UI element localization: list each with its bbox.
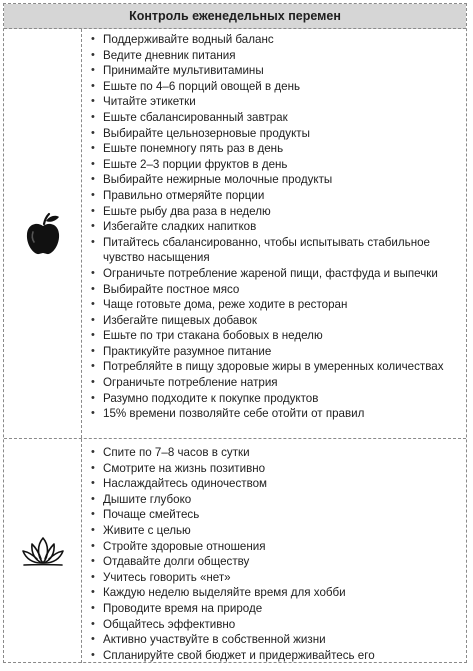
list-item: • Наслаждайтесь одиночеством bbox=[91, 476, 466, 492]
list-item: • Ведите дневник питания bbox=[91, 48, 466, 64]
list-item: • Ешьте рыбу два раза в неделю bbox=[91, 204, 466, 220]
lotus-icon bbox=[18, 534, 68, 568]
list-item: • Общайтесь эффективно bbox=[91, 617, 466, 633]
list-item: • Дышите глубоко bbox=[91, 492, 466, 508]
nutrition-icon-cell bbox=[4, 29, 82, 438]
list-item: • Каждую неделю выделяйте время для хобби bbox=[91, 585, 466, 601]
nutrition-list-cell bbox=[82, 29, 466, 438]
list-item: • Избегайте сладких напитков bbox=[91, 219, 466, 235]
list-item: • Чаще готовьте дома, реже ходите в ресторан bbox=[91, 297, 466, 313]
lifestyle-section bbox=[4, 439, 466, 663]
list-item: • Выбирайте постное мясо bbox=[91, 282, 466, 298]
list-item: • Смотрите на жизнь позитивно bbox=[91, 461, 466, 477]
list-item: • Ешьте 2–3 порции фруктов в день bbox=[91, 157, 466, 173]
list-item: • Принимайте мультивитамины bbox=[91, 63, 466, 79]
list-item: • Активно участвуйте в собственной жизни bbox=[91, 632, 466, 648]
list-item: • Питайтесь сбалансированно, чтобы испытывать стабильное чувство насыщения bbox=[91, 235, 448, 266]
list-item: • Спланируйте свой бюджет и придерживайтесь его bbox=[91, 648, 466, 664]
list-item: • Ешьте по 4–6 порций овощей в день bbox=[91, 79, 466, 95]
list-item: • Ограничьте потребление жареной пищи, фастфуда и выпечки bbox=[91, 266, 466, 282]
list-item: • Спите по 7–8 часов в сутки bbox=[91, 445, 466, 461]
list-item: • Поддерживайте водный баланс bbox=[91, 32, 466, 48]
list-item: • Выбирайте цельнозерновые продукты bbox=[91, 126, 466, 142]
lifestyle-list-cell bbox=[82, 439, 466, 663]
list-item: • Почаще смейтесь bbox=[91, 507, 466, 523]
list-item: • Ешьте сбалансированный завтрак bbox=[91, 110, 466, 126]
list-item: • Проводите время на природе bbox=[91, 601, 466, 617]
lifestyle-icon-cell bbox=[4, 439, 82, 663]
list-item: • Потребляйте в пищу здоровые жиры в умеренных количествах bbox=[91, 359, 448, 375]
table-title: Контроль еженедельных перемен bbox=[4, 4, 466, 29]
list-item: • Отдавайте долги обществу bbox=[91, 554, 466, 570]
list-item: • Выбирайте нежирные молочные продукты bbox=[91, 172, 466, 188]
nutrition-section bbox=[4, 29, 466, 439]
list-item: • Стройте здоровые отношения bbox=[91, 539, 466, 555]
list-item: • Практикуйте разумное питание bbox=[91, 344, 466, 360]
list-item: • Разумно подходите к покупке продуктов bbox=[91, 391, 466, 407]
list-item: • Ешьте понемногу пять раз в день bbox=[91, 141, 466, 157]
list-item: • 15% времени позволяйте себе отойти от правил bbox=[91, 406, 466, 422]
list-item: • Ешьте по три стакана бобовых в неделю bbox=[91, 328, 466, 344]
list-item: • Учитесь говорить «нет» bbox=[91, 570, 466, 586]
list-item: • Читайте этикетки bbox=[91, 94, 466, 110]
list-item: • Избегайте пищевых добавок bbox=[91, 313, 466, 329]
list-item: • Правильно отмеряйте порции bbox=[91, 188, 466, 204]
list-item: • Живите с целью bbox=[91, 523, 466, 539]
list-item: • Ограничьте потребление натрия bbox=[91, 375, 466, 391]
apple-icon bbox=[25, 212, 61, 256]
weekly-changes-table bbox=[3, 3, 467, 663]
